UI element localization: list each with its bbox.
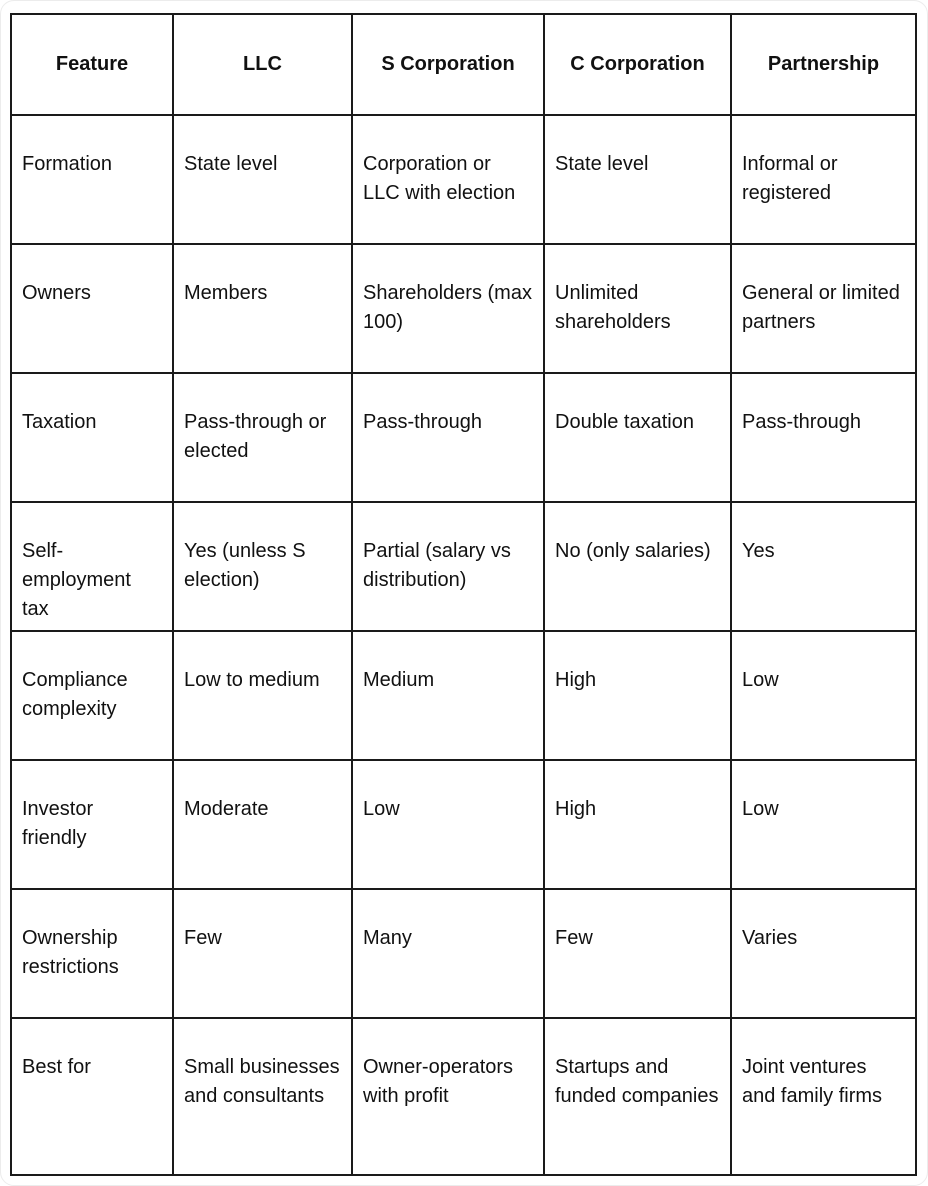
cell-s-corporation: Partial (salary vs distribution): [352, 502, 544, 631]
header-partnership: Partnership: [731, 14, 916, 115]
cell-llc: Pass-through or elected: [173, 373, 352, 502]
cell-partnership: Pass-through: [731, 373, 916, 502]
cell-llc: Low to medium: [173, 631, 352, 760]
cell-partnership: Informal or registered: [731, 115, 916, 244]
cell-s-corporation: Shareholders (max 100): [352, 244, 544, 373]
cell-feature: Owners: [11, 244, 173, 373]
cell-c-corporation: Double taxation: [544, 373, 731, 502]
table-row: [11, 373, 916, 502]
table-row: [11, 631, 916, 760]
cell-feature: Ownership restrictions: [11, 889, 173, 1018]
cell-c-corporation: Unlimited shareholders: [544, 244, 731, 373]
cell-c-corporation: High: [544, 631, 731, 760]
header-row: [11, 14, 916, 115]
cell-partnership: Yes: [731, 502, 916, 631]
cell-c-corporation: State level: [544, 115, 731, 244]
cell-c-corporation: High: [544, 760, 731, 889]
cell-s-corporation: Owner-operators with profit: [352, 1018, 544, 1175]
table-row: [11, 502, 916, 631]
cell-c-corporation: No (only salaries): [544, 502, 731, 631]
header-s-corporation: S Corporation: [352, 14, 544, 115]
cell-feature: Taxation: [11, 373, 173, 502]
header-feature: Feature: [11, 14, 173, 115]
table-row: [11, 244, 916, 373]
cell-partnership: Joint ventures and family firms: [731, 1018, 916, 1175]
cell-c-corporation: Startups and funded companies: [544, 1018, 731, 1175]
cell-s-corporation: Medium: [352, 631, 544, 760]
table-row: [11, 760, 916, 889]
cell-s-corporation: Many: [352, 889, 544, 1018]
cell-llc: Yes (unless S election): [173, 502, 352, 631]
header-llc: LLC: [173, 14, 352, 115]
cell-partnership: Low: [731, 631, 916, 760]
cell-feature: Formation: [11, 115, 173, 244]
cell-feature: Investor friendly: [11, 760, 173, 889]
table-row: [11, 889, 916, 1018]
cell-llc: Few: [173, 889, 352, 1018]
cell-s-corporation: Low: [352, 760, 544, 889]
cell-llc: Moderate: [173, 760, 352, 889]
table-row: [11, 115, 916, 244]
cell-s-corporation: Pass-through: [352, 373, 544, 502]
cell-partnership: Low: [731, 760, 916, 889]
cell-c-corporation: Few: [544, 889, 731, 1018]
cell-feature: Best for: [11, 1018, 173, 1175]
cell-feature: Compliance complexity: [11, 631, 173, 760]
table-row: [11, 1018, 916, 1175]
cell-feature: Self-employment tax: [11, 502, 173, 631]
cell-llc: Small businesses and consultants: [173, 1018, 352, 1175]
business-entity-comparison-table: [10, 13, 917, 1176]
cell-partnership: Varies: [731, 889, 916, 1018]
header-c-corporation: C Corporation: [544, 14, 731, 115]
cell-llc: Members: [173, 244, 352, 373]
cell-s-corporation: Corporation or LLC with election: [352, 115, 544, 244]
cell-partnership: General or limited partners: [731, 244, 916, 373]
cell-llc: State level: [173, 115, 352, 244]
